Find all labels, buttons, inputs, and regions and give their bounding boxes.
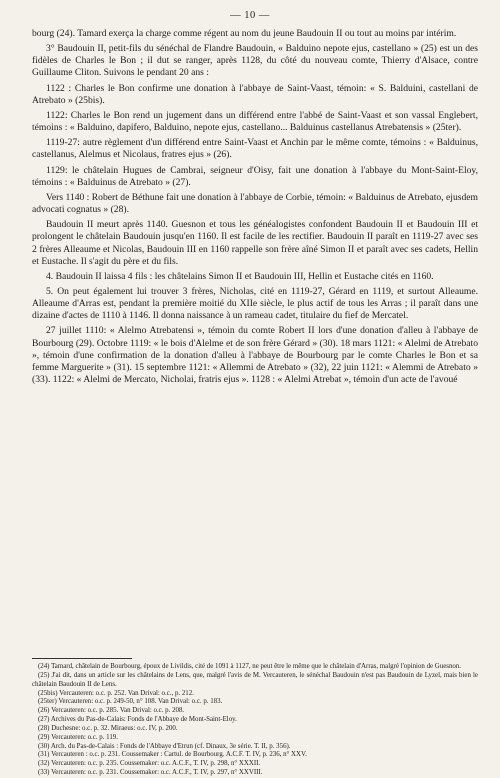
footnote: (26) Vercauteren: o.c. p. 285. Van Drival: o.c. p. 208. — [38, 707, 185, 715]
footnotes — [32, 663, 478, 778]
paragraph: 1122: Charles le Bon rend un jugement dans un différend entre l'abbé de Saint-Vaast et son vassal Englebert, témoins : « Balduino, dapifero, Balduino, nepote ejus, castellano... Balduinus castellanus Atrebatensis » (25ter). — [32, 109, 478, 134]
footnote: (25ter) Vercauteren: o.c. p. 249-50, n° 108. Van Drival: o.c. p. 183. — [38, 698, 223, 706]
footnote: (29) Vercauteren: o.c. p. 119. — [38, 733, 118, 741]
paragraph: 1122 : Charles le Bon confirme une donation à l'abbaye de Saint-Vaast, témoin: « S. Balduini, castellani de Atrebato » (25bis). — [32, 82, 478, 106]
footnote: (31) Vercauteren : o.c. p. 231. Coussemaker : Cartul. de Bourbourg. A.C.F. T. IV, p. 236, n° XXV. — [38, 751, 307, 759]
footnote: (24) Tamard, châtelain de Bourbourg, époux de Livildis, cité de 1091 à 1127, ne peut être le même que le châtelain d'Arras, malgré l'opinion de Guesnon. — [38, 663, 462, 670]
footnote: (32) Vercauteren: o.c. p. 235. Coussemaker: o.c. A.C.F., T. IV, p. 298, n° XXXII. — [38, 760, 261, 768]
footnote: (33) Vercauteren: o.c. p. 231. Coussemaker: o.c. A.C.F., T. IV, p. 297, n° XXVIII. — [38, 769, 263, 777]
paragraph: 1119-27: autre règlement d'un différend entre Saint-Vaast et Anchin par le même comte, témoins : « Balduinus, castellanus, Alelmus et Nicolaus, fratres ejus » (26). — [32, 137, 478, 161]
paragraph: 4. Baudouin II laissa 4 fils : les châtelains Simon II et Baudouin III, Hellin et Eustache cités en 1160. — [46, 270, 434, 282]
paragraph: 3° Baudouin II, petit-fils du sénéchal de Flandre Baudouin, « Balduino nepote ejus, castellano » (25) est un des fidèles de Charles le Bon ; il dut se ranger, après 1128, du côté du nouveau comte, Thierry d'Alsace, contre Guillaume Cliton. Suivons le pendant 20 ans : — [32, 43, 478, 79]
footnote: (25bis) Vercauteren: o.c. p. 252. Van Drival: o.c., p. 212. — [38, 689, 194, 697]
paragraph: 27 juillet 1110: « Alelmo Atrebatensi », témoin du comte Robert II lors d'une donation d'alleu à l'abbaye de Bourbourg (29). Octobre 1119: « le bois d'Alelme et de son frère Gérard » (30). 18 mars 1121: « Alelmi de Atrebato », témoin d'une confirmation de la donation d'alleu à l'abbaye de Bourbourg par le comte Charles le Bon et sa femme Marguerite » (31). 15 septembre 1121: « Allemmi de Atrebato » (32), 22 juin 1121: « Alemmi de Atrebato » (33). 1122: « Alelmi de Mercato, Nicholai, fratris ejus ». 1128 : « Alelmi Atrebat », témoin d'un acte de l'avoué — [32, 325, 478, 386]
footnote: (30) Arch. du Pas-de-Calais : Fonds de l'Abbaye d'Etrun (cf. Dinaux, 3e série. T. II, p. 356). — [38, 742, 291, 750]
body-text — [32, 28, 478, 389]
footnote: (25) J'ai dit, dans un article sur les châtelains de Lens, que, malgré l'avis de M. Vercauteren, le sénéchal Baudouin n'est pas Baudouin de Lyzel, mais bien le châtelain Baudouin II de Lens. — [32, 671, 478, 688]
paragraph: bourg (24). Tamard exerça la charge comme régent au nom du jeune Baudouin II ou tout au moins par intérim. — [32, 28, 457, 39]
footnote-divider — [32, 658, 132, 659]
footnote: (28) Duchesne: o.c. p. 32. Miraeus: o.c. IV, p. 200. — [38, 724, 178, 732]
paragraph: Baudouin II meurt après 1140. Guesnon et tous les généalogistes confondent Baudouin II et Baudouin III et prolongent le châtelain Baudouin jusqu'en 1160. Il est facile de les rectifier. Baudouin II paraît en 1119-27 avec ses 2 frères Alleaume et Nicolas, Baudouin III en 1160 rappelle son frère aîné Simon II et paraît avec ses cadets, Hellin et Eustache. Il s'agit du père et du fils. — [32, 219, 478, 267]
footnote: (27) Archives du Pas-de-Calais: Fonds de l'Abbaye de Mont-Saint-Eloy. — [38, 716, 237, 724]
paragraph: 1129: le châtelain Hugues de Cambrai, seigneur d'Oisy, fait une donation à l'abbaye du Mont-Saint-Eloy, témoins : « Balduinus de Atrebato » (27). — [32, 164, 478, 188]
page-number: — 10 — — [230, 10, 270, 21]
paragraph: 5. On peut également lui trouver 3 frères, Nicholas, cité en 1119-27, Gérard en 1119, et surtout Alleaume. Alleaume d'Arras est, pendant la première moitié du XIIe siècle, le plus actif de tous les Arras ; il paraît dans une dizaine d'actes de 1110 à 1146. Il donna naissance à un rameau cadet, titulaire du fief de Mercatel. — [32, 285, 478, 322]
paragraph: Vers 1140 : Robert de Béthune fait une donation à l'abbaye de Corbie, témoin: « Balduinus de Atrebato, ejusdem advocati cognatus » (28). — [32, 191, 478, 216]
